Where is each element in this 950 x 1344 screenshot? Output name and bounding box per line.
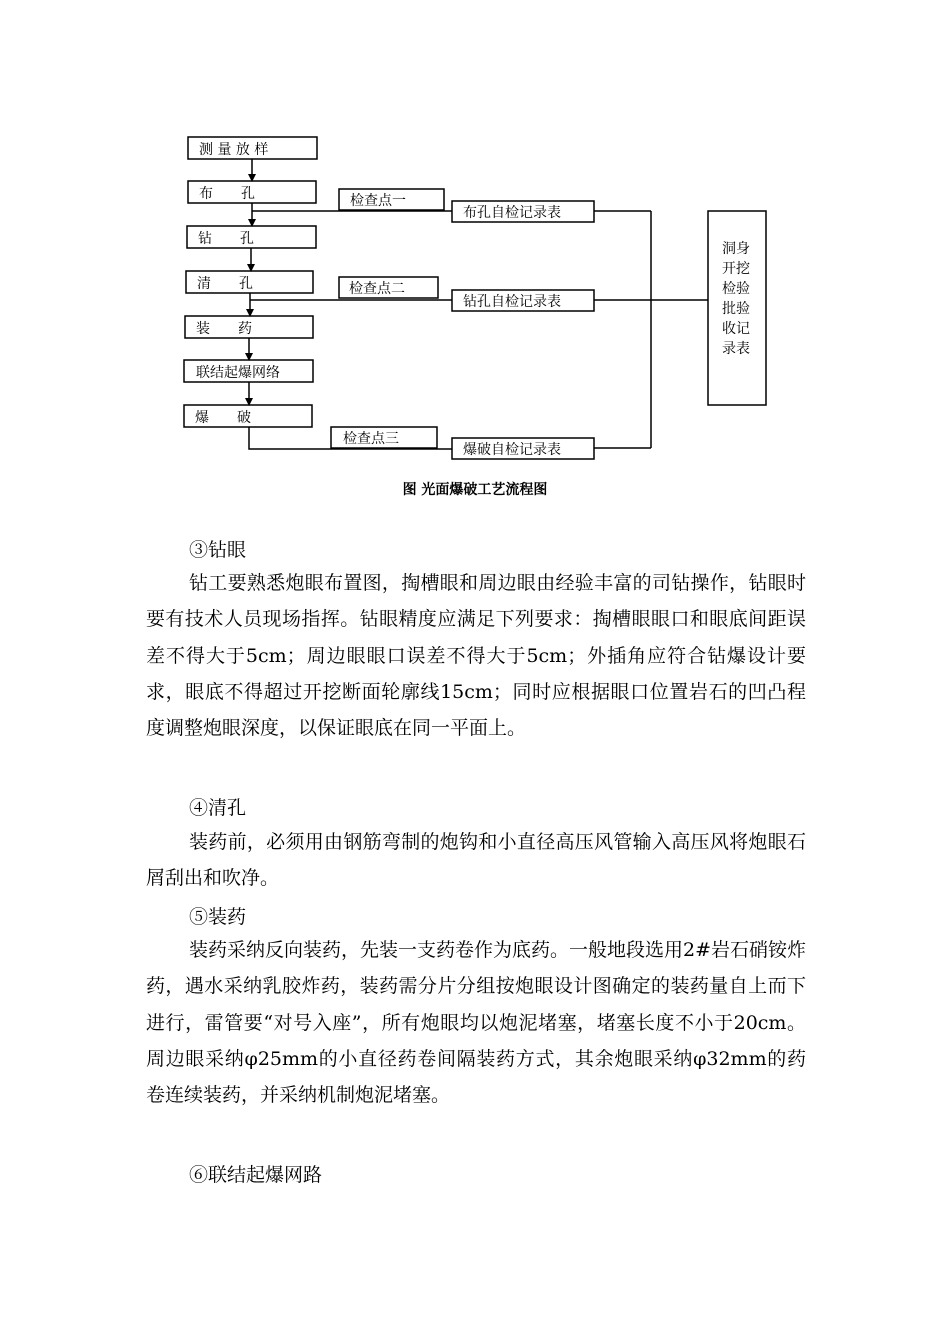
- step-label: 联结起爆网络: [196, 365, 280, 381]
- section-heading-cleaning: ④清孔: [189, 797, 247, 819]
- record-label: 爆破自检记录表: [463, 442, 561, 458]
- step-label: 布 孔: [199, 186, 255, 202]
- checkpoint-label: 检查点三: [343, 431, 399, 447]
- step-label: 清 孔: [197, 276, 253, 292]
- figure-caption: 图 光面爆破工艺流程图: [402, 482, 548, 498]
- checkpoint-label: 检查点二: [349, 281, 405, 297]
- section-text-charging: 装药采纳反向装药，先装一支药卷作为底药。一般地段选用2#岩石硝铵炸药，遇水采纳乳胶炸药，装药需分片分组按炮眼设计图确定的装药量自上而下进行，雷管要“对号入座”，所有炮眼均以炮泥堵塞，堵塞长度不小于20cm。周边眼采纳φ25mm的小直径药卷间隔装药方式，其余炮眼采纳φ32mm的药卷连续装药，并采纳机制炮泥堵塞。: [146, 939, 807, 1107]
- final-record-label: 检验: [722, 281, 750, 297]
- final-record-label: 收记: [722, 321, 750, 337]
- final-record-label: 洞身: [722, 241, 750, 257]
- final-record-label: 开挖: [722, 261, 750, 277]
- step-label: 测 量 放 样: [199, 142, 269, 158]
- final-record-label: 批验: [722, 301, 750, 317]
- record-label: 钻孔自检记录表: [463, 294, 561, 310]
- step-label: 爆 破: [195, 410, 251, 426]
- section-text-cleaning: 装药前，必须用由钢筋弯制的炮钩和小直径高压风管输入高压风将炮眼石屑刮出和吹净。: [146, 831, 806, 890]
- section-heading-drilling: ③钻眼: [189, 539, 247, 561]
- record-label: 布孔自检记录表: [463, 205, 561, 221]
- step-label: 钻 孔: [198, 231, 254, 247]
- flowchart: [0, 0, 950, 520]
- step-label: 装 药: [196, 321, 252, 337]
- final-record-label: 录表: [722, 341, 750, 357]
- checkpoint-label: 检查点一: [350, 193, 406, 209]
- section-heading-charging: ⑤装药: [189, 906, 247, 928]
- section-heading-network: ⑥联结起爆网路: [189, 1164, 323, 1186]
- section-text-drilling: 钻工要熟悉炮眼布置图，掏槽眼和周边眼由经验丰富的司钻操作，钻眼时要有技术人员现场指挥。钻眼精度应满足下列要求：掏槽眼眼口和眼底间距误差不得大于5cm；周边眼眼口误差不得大于5cm；外插角应符合钻爆设计要求，眼底不得超过开挖断面轮廓线15cm；同时应根据眼口位置岩石的凹凸程度调整炮眼深度，以保证眼底在同一平面上。: [146, 572, 806, 740]
